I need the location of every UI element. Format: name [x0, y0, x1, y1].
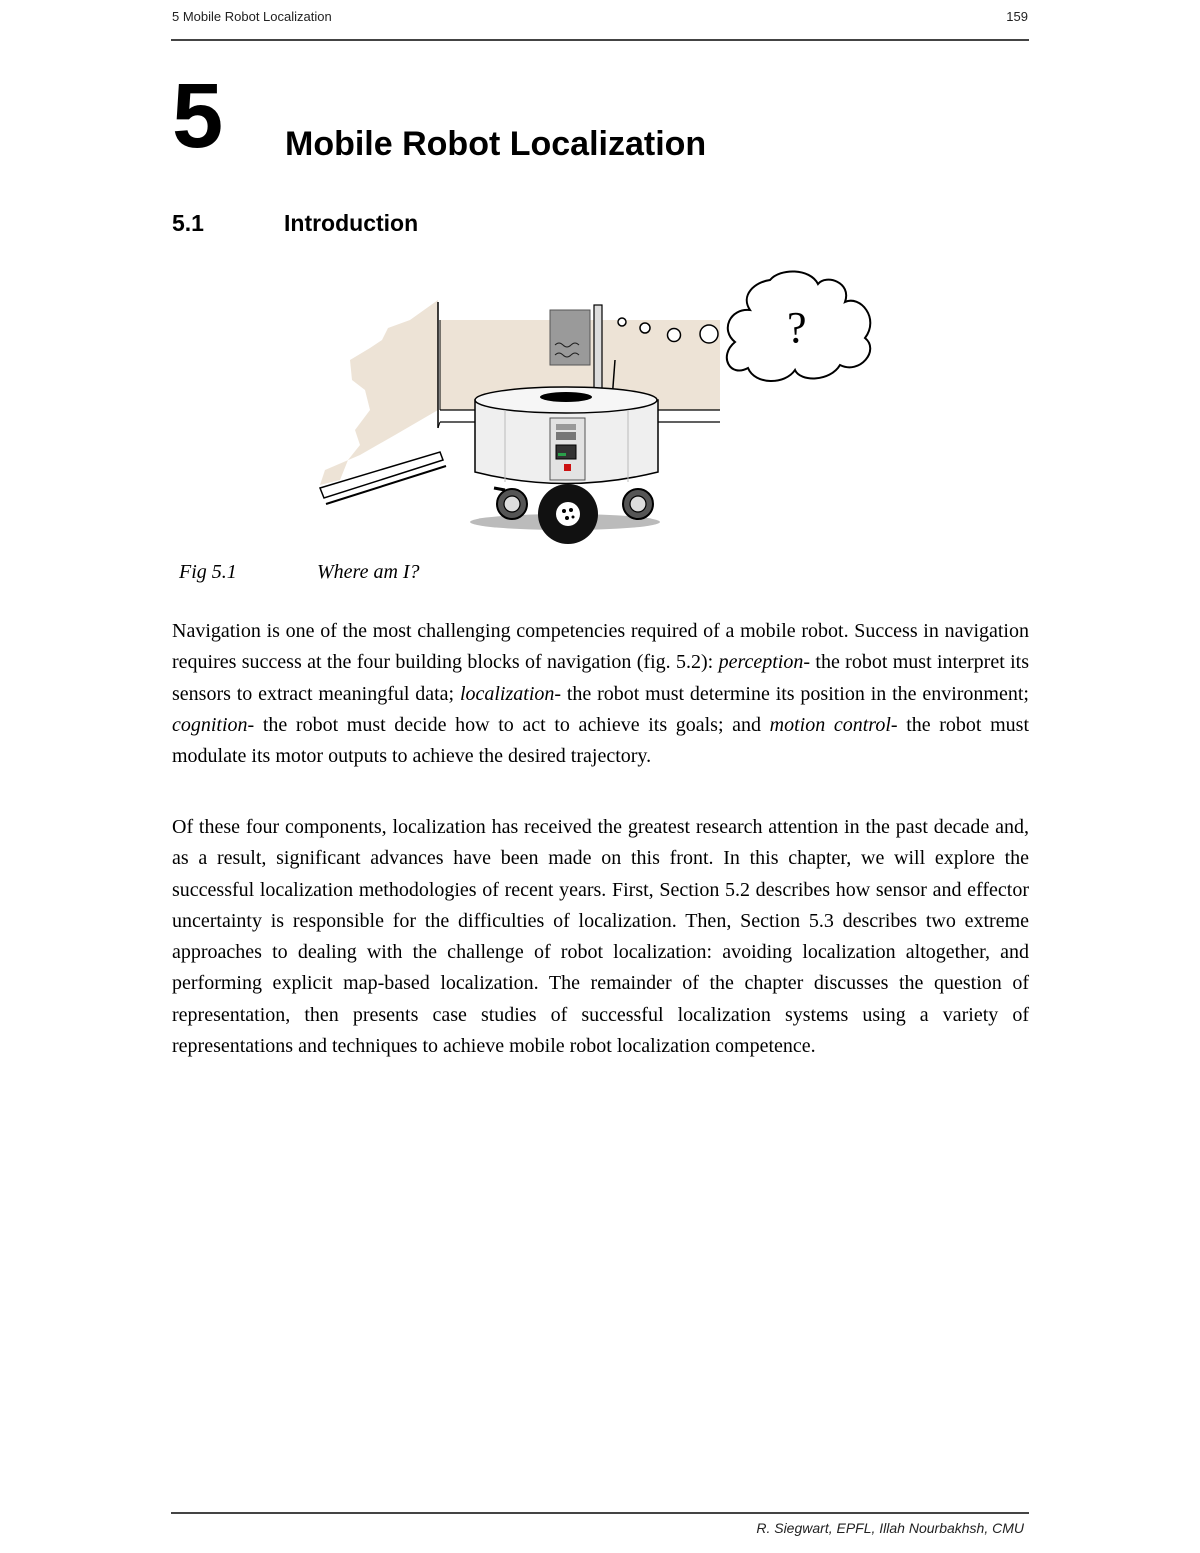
figure-robot-illustration — [300, 260, 900, 560]
footer-rule — [171, 1512, 1029, 1514]
left-caster — [494, 488, 505, 490]
term-motion-control: motion control- — [769, 713, 898, 736]
page-number: 159 — [1006, 9, 1028, 24]
section-title: Introduction — [284, 210, 419, 236]
chapter-title: Mobile Robot Localization — [285, 125, 707, 163]
paragraph1-text-5: the robot must modulate its motor outputs to achieve the desired trajectory. — [172, 713, 1030, 768]
thought-question-mark: ? — [787, 303, 807, 352]
paragraph-components: Of these four components, localization has received the greatest research attention in the past decade and, as a result, significant advances have been made on this front. In this chapter, we will explore the successful localization methodologies of recent years. First, Section 5.2 describes how sensor and effector uncertainty is responsible for the difficulties of localization. Then, Section 5.3 describes two extreme approaches to dealing with the challenge of robot localization: avoiding localization altogether, and performing explicit map-based localization. The remainder of the chapter discusses the question of representation, then presents case studies of successful localization systems using a variety of representations and techniques to achieve mobile robot localization competence. — [172, 816, 1029, 1058]
running-header-title: 5 Mobile Robot Localization — [172, 9, 332, 24]
term-perception: perception- — [718, 651, 811, 674]
figure-caption: Where am I? — [317, 561, 420, 583]
section-number: 5.1 — [172, 210, 204, 236]
stop-button — [564, 464, 571, 471]
figure-label: Fig 5.1 — [179, 561, 237, 583]
robot-illustration — [300, 260, 900, 560]
wall-sign — [550, 310, 590, 365]
paragraph-navigation — [172, 616, 1029, 772]
term-cognition: cognition- — [172, 713, 255, 736]
paragraph1-text-3: the robot must determine its position in the environment; — [561, 682, 1029, 705]
paragraph1-text-1: Navigation is one of the most challenging competencies required of a mobile robot. Success in navigation requires success at the four building blocks of navigation (fig. 5.2): — [172, 620, 1029, 674]
robot-mast — [594, 305, 602, 400]
term-localization: localization- — [459, 682, 562, 705]
footer-authors: R. Siegwart, EPFL, Illah Nourbakhsh, CMU — [756, 1520, 1024, 1536]
header-rule — [171, 39, 1029, 41]
paragraph1-text-2: the robot must interpret its sensors to extract meaningful data; — [172, 651, 1030, 705]
chapter-number: 5 — [172, 65, 224, 167]
paragraph1-text-4: the robot must decide how to act to achieve its goals; and — [254, 713, 770, 736]
